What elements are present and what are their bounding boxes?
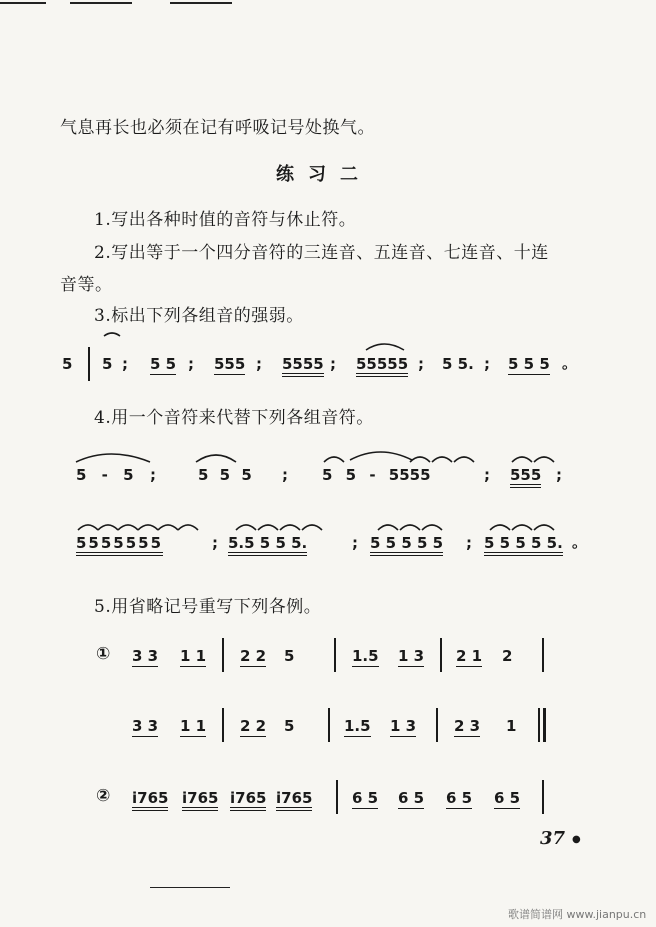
ex4-group: 5 5 - 5555 xyxy=(322,466,431,484)
slur xyxy=(350,452,412,460)
note-group: 1 3 xyxy=(398,647,425,665)
dot: ● xyxy=(572,834,581,845)
section-title: 练习二 xyxy=(276,164,372,185)
slur xyxy=(512,457,532,462)
ex4-sep: ; xyxy=(466,534,472,552)
slur xyxy=(138,525,158,530)
note-group: i765 xyxy=(132,789,168,811)
ex4-group: 5 5 5 5 5. xyxy=(484,534,563,556)
ex4-end: 。 xyxy=(572,533,588,551)
barline xyxy=(542,780,544,814)
note-group: 3 3 xyxy=(132,647,159,665)
ex4-sep: ; xyxy=(352,534,358,552)
note-group: i765 xyxy=(230,789,266,811)
ex3-group: 55555 xyxy=(356,355,408,377)
slur xyxy=(98,525,118,530)
ex3-group: 5 5 xyxy=(150,355,177,373)
accent-mark xyxy=(104,333,120,336)
barline xyxy=(538,708,540,742)
ex4-group: 5 5 5 xyxy=(198,466,252,484)
slur xyxy=(454,457,474,462)
barline xyxy=(336,780,338,814)
barline xyxy=(542,638,544,672)
ex3-sep: ; xyxy=(256,355,262,373)
page-number: 37 xyxy=(540,828,566,849)
note-group: i765 xyxy=(276,789,312,811)
item-2-continued: 音等。 xyxy=(60,275,113,295)
barline xyxy=(222,638,224,672)
ex3-sep: ; xyxy=(330,355,336,373)
ex4-sep: ; xyxy=(150,466,156,484)
slur xyxy=(400,525,420,530)
note-group: 6 5 xyxy=(494,789,521,807)
ex3-group: 5 5 5 xyxy=(508,355,550,373)
slur xyxy=(280,525,300,530)
barline xyxy=(328,708,330,742)
ex3-lead: 5 xyxy=(62,355,73,373)
bottom-rule xyxy=(150,887,230,888)
slur xyxy=(178,525,198,530)
note-group: 5 xyxy=(284,717,295,735)
item-4: 4.用一个音符来代替下列各组音符。 xyxy=(94,408,374,428)
ex4-sep: ; xyxy=(212,534,218,552)
example-marker-2: ② xyxy=(96,786,111,806)
ex4-group: 5 5 5 5 5 xyxy=(370,534,443,556)
slur xyxy=(258,525,278,530)
intro-line: 气息再长也必须在记有呼吸记号处换气。 xyxy=(60,118,375,138)
note-group: 2 2 xyxy=(240,647,267,665)
note-group: 1 1 xyxy=(180,647,207,665)
item-5: 5.用省略记号重写下列各例。 xyxy=(94,597,322,617)
ex4-sep: ; xyxy=(282,466,288,484)
slur xyxy=(432,457,452,462)
ex4-group: 555 xyxy=(510,466,541,488)
note-group: 2 xyxy=(502,647,513,665)
note-group: 5 xyxy=(284,647,295,665)
ex3-sep: ; xyxy=(418,355,424,373)
note-group: 1 1 xyxy=(180,717,207,735)
slur xyxy=(490,525,510,530)
ex3-group: 5 xyxy=(102,355,113,373)
note-group: 1 xyxy=(506,717,517,735)
final-barline xyxy=(543,708,546,742)
note-group: 6 5 xyxy=(352,789,379,807)
note-group: 2 2 xyxy=(240,717,267,735)
ex3-group: 5555 xyxy=(282,355,324,377)
ex3-sep: ; xyxy=(122,355,128,373)
ex4-group: 5 - 5 xyxy=(76,466,134,484)
watermark: 歌谱简谱网 www.jianpu.cn xyxy=(508,908,647,921)
item-1: 1.写出各种时值的音符与休止符。 xyxy=(94,210,357,230)
note-group: 2 1 xyxy=(456,647,483,665)
ex3-sep: ; xyxy=(188,355,194,373)
note-group: 1 3 xyxy=(390,717,417,735)
barline xyxy=(222,708,224,742)
slur xyxy=(324,457,344,462)
ex3-group: 5 5. xyxy=(442,355,474,373)
ex4-sep: ; xyxy=(484,466,490,484)
item-3: 3.标出下列各组音的强弱。 xyxy=(94,306,304,326)
ex4-group: 5.5 5 5 5. xyxy=(228,534,307,556)
slur xyxy=(118,525,138,530)
ex3-group: 555 xyxy=(214,355,246,373)
slur xyxy=(366,344,404,350)
note-group: 2 3 xyxy=(454,717,481,735)
slur xyxy=(196,455,236,462)
slur xyxy=(410,457,430,462)
slur xyxy=(302,525,322,530)
ex4-sep: ; xyxy=(556,466,562,484)
note-group: 1.5 xyxy=(344,717,371,735)
slur xyxy=(236,525,256,530)
note-group: i765 xyxy=(182,789,218,811)
barline xyxy=(436,708,438,742)
barline xyxy=(334,638,336,672)
slur xyxy=(78,525,98,530)
slur xyxy=(158,525,178,530)
slur xyxy=(76,454,150,462)
note-group: 1.5 xyxy=(352,647,379,665)
slur xyxy=(378,525,398,530)
slur xyxy=(534,525,554,530)
ex3-end: 。 xyxy=(562,354,578,372)
slur xyxy=(512,525,532,530)
note-group: 6 5 xyxy=(446,789,473,807)
item-2: 2.写出等于一个四分音符的三连音、五连音、七连音、十连 xyxy=(94,243,549,263)
note-group: 6 5 xyxy=(398,789,425,807)
note-group: 3 3 xyxy=(132,717,159,735)
barline xyxy=(440,638,442,672)
example-marker-1: ① xyxy=(96,644,111,664)
slur xyxy=(422,525,442,530)
slur xyxy=(534,457,554,462)
ex4-group: 5555555 xyxy=(76,534,163,556)
ex3-sep: ; xyxy=(484,355,490,373)
